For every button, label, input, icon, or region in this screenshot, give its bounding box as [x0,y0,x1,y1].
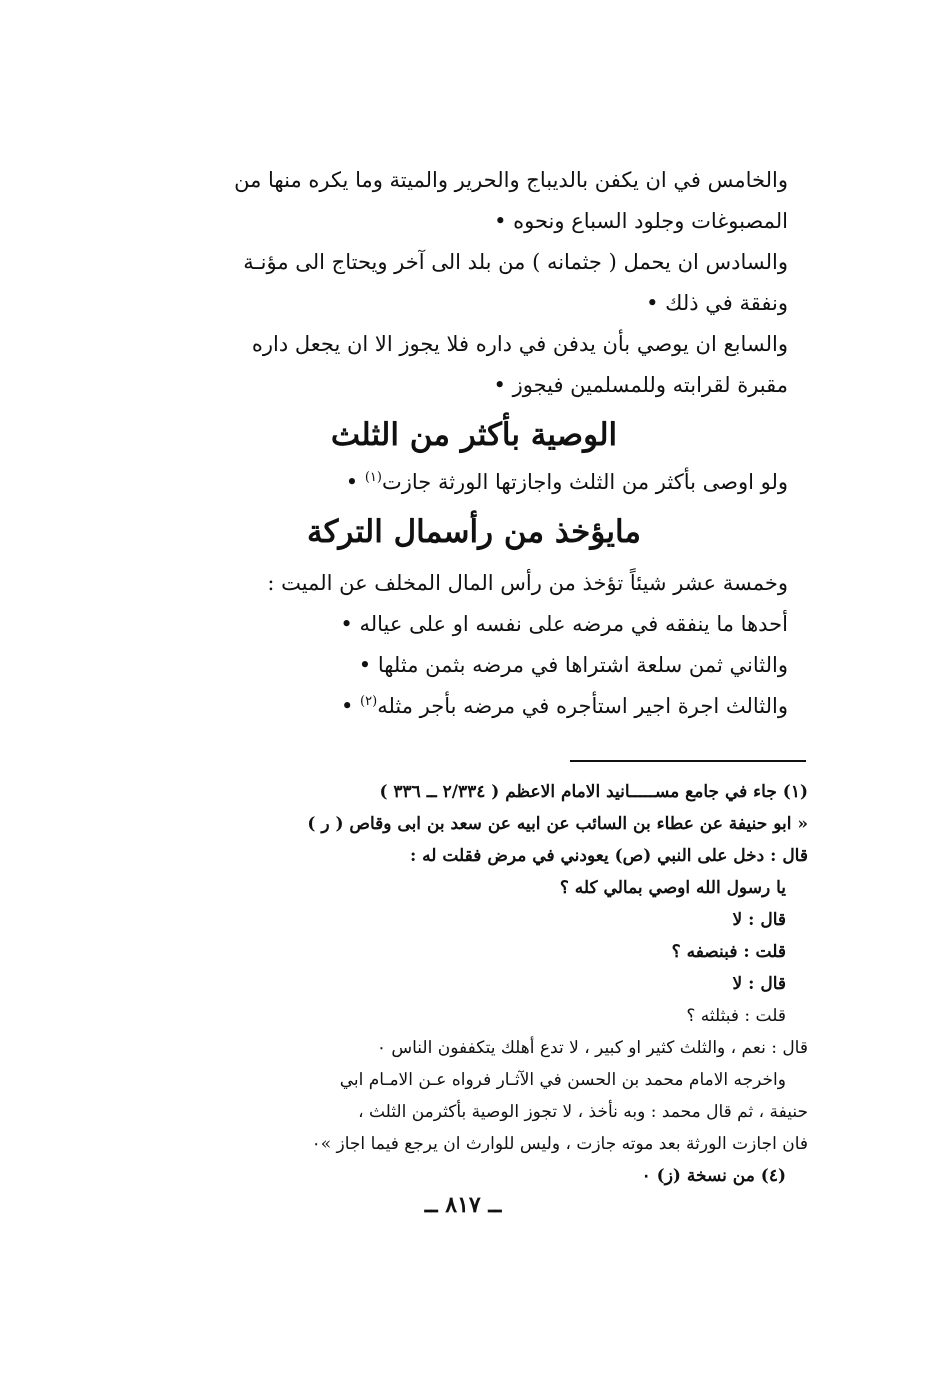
footnote-ref: (١) [364,470,382,485]
footnote-line: حنيفة ، ثم قال محمد : وبه نأخذ ، لا تجوز الوصية بأكثرمن الثلث ، [358,1102,808,1122]
list-item-2: والثاني ثمن سلعة اشتراها في مرضه بثمن مثلها • [358,653,788,677]
paragraph-text: ولو اوصى بأكثر من الثلث واجازتها الورثة جازت [381,470,788,494]
footnote-line: قلت : فبثلثه ؟ [686,1006,786,1026]
footnote-line: فان اجازت الورثة بعد موته جازت ، وليس للوارث ان يرجع فيما اجاز »٠ [311,1134,808,1154]
paragraph-line: مقبرة لقرابته وللمسلمين فيجوز • [493,373,788,397]
footnote-line: قلت : فبنصفه ؟ [671,942,786,962]
footnote-line: (٤) من نسخة (ز) ٠ [641,1166,786,1186]
list-item-end: • [340,694,361,718]
paragraph-bequest [160,462,788,503]
footnote-line: قال : دخل على النبي (ص) يعودني في مرض فقلت له : [409,846,808,866]
paragraph-line: المصبوغات وجلود السباع ونحوه • [494,209,788,233]
footnotes [160,776,808,1192]
footnote-divider [570,760,806,762]
paragraph-line: والسادس ان يحمل ( جثمانه ) من بلد الى آخر ويحتاج الى مؤنـة [243,250,788,274]
main-text [160,160,788,727]
footnote-line: قال : نعم ، والثلث كثير او كبير ، لا تدع أهلك يتكففون الناس ٠ [376,1038,808,1058]
section-heading-estate: مايؤخذ من رأسمال التركة [306,514,642,550]
list-item-text: والثالث اجرة اجير استأجره في مرضه بأجر مثله [377,694,788,718]
list-item-3 [160,686,788,727]
footnote-line: يا رسول الله اوصي بمالي كله ؟ [559,878,786,898]
paragraph-sixth [160,242,788,324]
footnote-line: (١) جاء في جامع مســـــانيد الامام الاعظم ( ٢/٣٣٤ ــ ٣٣٦ ) [379,782,808,802]
list-intro: وخمسة عشر شيئاً تؤخذ من رأس المال المخلف عن الميت : [267,571,788,595]
paragraph-line: والسابع ان يوصي بأن يدفن في داره فلا يجوز الا ان يجعل داره [251,332,788,356]
paragraph-line: والخامس في ان يكفن بالديباج والحرير والميتة وما يكره منها من [234,168,788,192]
paragraph-fifth [160,160,788,242]
footnote-line: « ابو حنيفة عن عطاء بن السائب عن ابيه عن سعد بن ابى وقاص ( ر ) [307,814,808,834]
list-item-1: أحدها ما ينفقه في مرضه على نفسه او على عياله • [340,612,788,636]
paragraph-end: • [345,470,365,494]
footnote-ref: (٢) [360,694,378,709]
section-heading-bequest: الوصية بأكثر من الثلث [330,417,618,453]
paragraph-seventh [160,324,788,406]
footnote-line: قال : لا [732,910,786,930]
footnote-line: قال : لا [732,974,786,994]
paragraph-line: ونفقة في ذلك • [646,291,788,315]
page-number: ــ ٨١٧ ــ [424,1192,502,1218]
footnote-line: واخرجه الامام محمد بن الحسن في الآثـار فرواه عـن الامـام ابي [339,1070,786,1090]
